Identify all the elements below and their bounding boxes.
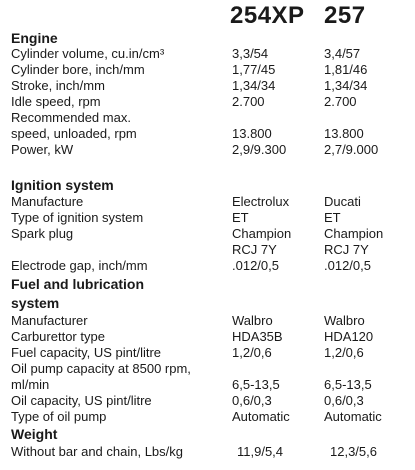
spec-row bbox=[0, 409, 415, 424]
row-label: Cylinder bore, inch/mm bbox=[11, 62, 145, 77]
spec-row bbox=[0, 142, 415, 157]
spec-row bbox=[0, 345, 415, 360]
value-254xp: 1,77/45 bbox=[232, 62, 276, 77]
value-254xp: 11,9/5,4 bbox=[237, 444, 284, 459]
section-title-weight: Weight bbox=[11, 426, 58, 442]
value-254xp: RCJ 7Y bbox=[232, 242, 277, 257]
value-254xp: Electrolux bbox=[232, 194, 290, 209]
spec-row bbox=[0, 126, 415, 141]
value-254xp: 0,6/0,3 bbox=[232, 393, 272, 408]
row-label: Manufacture bbox=[11, 194, 84, 209]
value-254xp: .012/0,5 bbox=[232, 258, 279, 273]
spec-row bbox=[0, 94, 415, 109]
spec-row bbox=[0, 377, 415, 392]
value-254xp: 2.700 bbox=[232, 94, 265, 109]
value-257: 2,7/9.000 bbox=[324, 142, 379, 157]
spec-row bbox=[0, 444, 415, 459]
model-254xp-header: 254XP bbox=[230, 2, 305, 29]
value-257: 1,81/46 bbox=[324, 62, 368, 77]
value-254xp: ET bbox=[232, 210, 249, 225]
model-257-header: 257 bbox=[324, 2, 366, 29]
spec-row bbox=[0, 329, 415, 344]
section-title-ignition: Ignition system bbox=[11, 177, 114, 193]
row-label: Spark plug bbox=[11, 226, 74, 241]
spec-row bbox=[0, 393, 415, 408]
row-label: Carburettor type bbox=[11, 329, 105, 344]
value-257: 3,4/57 bbox=[324, 46, 361, 61]
spec-row bbox=[0, 194, 415, 209]
row-label: Idle speed, rpm bbox=[11, 94, 101, 109]
row-label: Fuel capacity, US pint/litre bbox=[11, 345, 162, 360]
row-label: Type of ignition system bbox=[11, 210, 144, 225]
spec-row bbox=[0, 78, 415, 93]
section-title-engine: Engine bbox=[11, 30, 58, 46]
value-257: 1,34/34 bbox=[324, 78, 368, 93]
value-257: .012/0,5 bbox=[324, 258, 371, 273]
value-254xp: Walbro bbox=[232, 313, 273, 328]
value-257: Champion bbox=[324, 226, 384, 241]
value-254xp: 13.800 bbox=[232, 126, 272, 141]
spec-row bbox=[0, 46, 415, 61]
spec-row bbox=[0, 226, 415, 241]
value-257: RCJ 7Y bbox=[324, 242, 369, 257]
row-label: Electrode gap, inch/mm bbox=[11, 258, 148, 273]
row-label: Recommended max. bbox=[11, 110, 131, 125]
value-257: 2.700 bbox=[324, 94, 357, 109]
value-257: 6,5-13,5 bbox=[324, 377, 372, 392]
row-label: ml/min bbox=[11, 377, 50, 392]
spec-row bbox=[0, 258, 415, 273]
value-257: 12,3/5,6 bbox=[330, 444, 377, 459]
row-label: Stroke, inch/mm bbox=[11, 78, 105, 93]
spec-row bbox=[0, 210, 415, 225]
row-label: Manufacturer bbox=[11, 313, 88, 328]
row-label: Without bar and chain, Lbs/kg bbox=[11, 444, 183, 459]
spec-row bbox=[0, 313, 415, 328]
spec-row bbox=[0, 62, 415, 77]
value-254xp: Champion bbox=[232, 226, 292, 241]
row-label: Power, kW bbox=[11, 142, 74, 157]
spec-row bbox=[0, 361, 415, 376]
section-title-fuel-line2: system bbox=[11, 295, 60, 311]
row-label: Type of oil pump bbox=[11, 409, 107, 424]
value-254xp: 1,2/0,6 bbox=[232, 345, 272, 360]
value-254xp: 6,5-13,5 bbox=[232, 377, 280, 392]
value-254xp: Automatic bbox=[232, 409, 290, 424]
value-254xp: HDA35B bbox=[232, 329, 283, 344]
value-257: Walbro bbox=[324, 313, 365, 328]
value-257: ET bbox=[324, 210, 341, 225]
value-257: 0,6/0,3 bbox=[324, 393, 364, 408]
spec-row bbox=[0, 242, 415, 257]
spec-row bbox=[0, 110, 415, 125]
value-257: Ducati bbox=[324, 194, 361, 209]
row-label: Oil capacity, US pint/litre bbox=[11, 393, 152, 408]
value-254xp: 2,9/9.300 bbox=[232, 142, 287, 157]
value-257: HDA120 bbox=[324, 329, 374, 344]
row-label: Cylinder volume, cu.in/cm³ bbox=[11, 46, 165, 61]
row-label: speed, unloaded, rpm bbox=[11, 126, 137, 141]
value-254xp: 1,34/34 bbox=[232, 78, 276, 93]
value-254xp: 3,3/54 bbox=[232, 46, 269, 61]
value-257: Automatic bbox=[324, 409, 382, 424]
section-title-fuel: Fuel and lubrication bbox=[11, 276, 145, 292]
value-257: 13.800 bbox=[324, 126, 364, 141]
value-257: 1,2/0,6 bbox=[324, 345, 364, 360]
row-label: Oil pump capacity at 8500 rpm, bbox=[11, 361, 191, 376]
